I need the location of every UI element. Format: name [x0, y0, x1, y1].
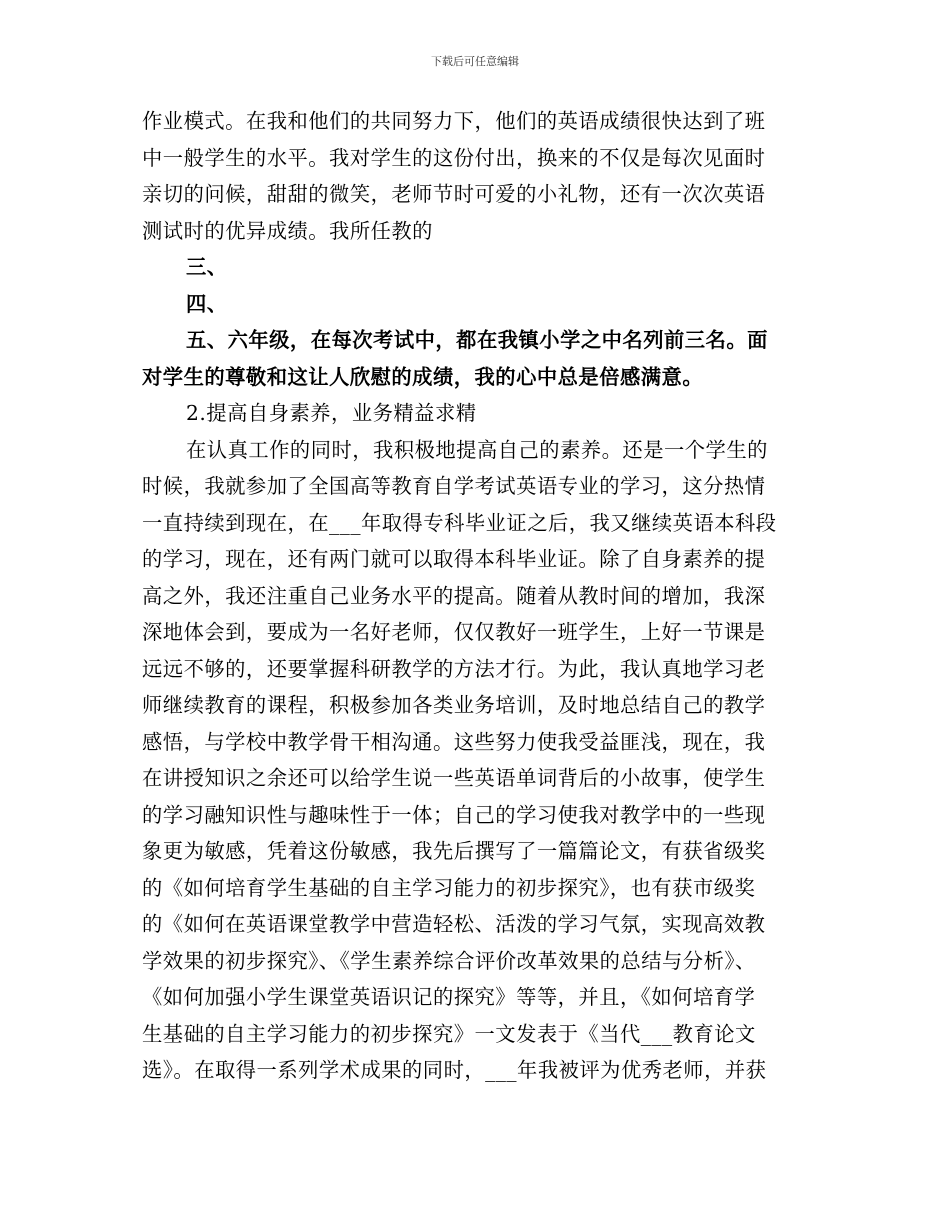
paragraph-line: 《如何加强小学生课堂英语识记的探究》等等，并且，《如何培育学 [142, 985, 756, 1009]
document-body [142, 103, 806, 1089]
paragraph-line: 亲切的问候，甜甜的微笑，老师节时可爱的小礼物，还有一次次英语 [142, 182, 766, 206]
paragraph-line: 象更为敏感，凭着这份敏感，我先后撰写了一篇篇论文，有获省级奖 [142, 839, 766, 863]
page-header: 下载后可任意编辑 [431, 55, 519, 68]
list-item-four: 四、 [186, 291, 228, 316]
paragraph-line: 一直持续到现在，在___年取得专科毕业证之后，我又继续英语本科段 [142, 510, 777, 535]
paragraph-line: 感悟，与学校中教学骨干相沟通。这些努力使我受益匪浅，现在，我 [142, 729, 766, 754]
paragraph-line: 在讲授知识之余还可以给学生说一些英语单词背后的小故事，使学生 [142, 766, 766, 790]
paragraph-line: 远远不够的，还要掌握科研教学的方法才行。为此，我认真地学习老 [142, 656, 766, 681]
list-item-three: 三、 [186, 255, 228, 279]
paragraph-line: 时候，我就参加了全国高等教育自学考试英语专业的学习，这分热情 [142, 474, 766, 498]
paragraph-line: 选》。在取得一系列学术成果的同时，___年我被评为优秀老师，并获 [142, 1058, 767, 1082]
bold-paragraph-line: 五、六年级，在每次考试中，都在我镇小学之中名列前三名。面 [186, 328, 768, 352]
paragraph-line: 学效果的初步探究》、《学生素养综合评价改革效果的总结与分析》、 [142, 948, 756, 973]
paragraph-line: 生基础的自主学习能力的初步探究》一文发表于《当代___教育论文 [142, 1021, 756, 1046]
paragraph-line: 的《如何在英语课堂教学中营造轻松、活泼的学习气氛，实现高效教 [142, 912, 766, 936]
paragraph-line: 的学习融知识性与趣味性于一体；自己的学习使我对教学中的一些现 [142, 802, 766, 827]
paragraph-line: 高之外，我还注重自己业务水平的提高。随着从教时间的增加，我深 [142, 583, 766, 608]
paragraph-line: 的学习，现在，还有两门就可以取得本科毕业证。除了自身素养的提 [142, 547, 766, 571]
paragraph-line: 师继续教育的课程，积极参加各类业务培训，及时地总结自己的教学 [142, 693, 766, 717]
bold-paragraph-line: 对学生的尊敬和这让人欣慰的成绩，我的心中总是倍感满意。 [142, 364, 704, 389]
paragraph-line: 深地体会到，要成为一名好老师，仅仅教好一班学生，上好一节课是 [142, 620, 766, 644]
section-heading: 2.提高自身素养，业务精益求精 [186, 401, 477, 425]
paragraph-line: 作业模式。在我和他们的共同努力下，他们的英语成绩很快达到了班 [142, 109, 766, 133]
paragraph-line: 测试时的优异成绩。我所任教的 [142, 218, 433, 243]
paragraph-line: 的《如何培育学生基础的自主学习能力的初步探究》，也有获市级奖 [142, 875, 756, 900]
paragraph-line: 中一般学生的水平。我对学生的这份付出，换来的不仅是每次见面时 [142, 145, 766, 170]
paragraph-line: 在认真工作的同时，我积极地提高自己的素养。还是一个学生的 [186, 437, 768, 462]
